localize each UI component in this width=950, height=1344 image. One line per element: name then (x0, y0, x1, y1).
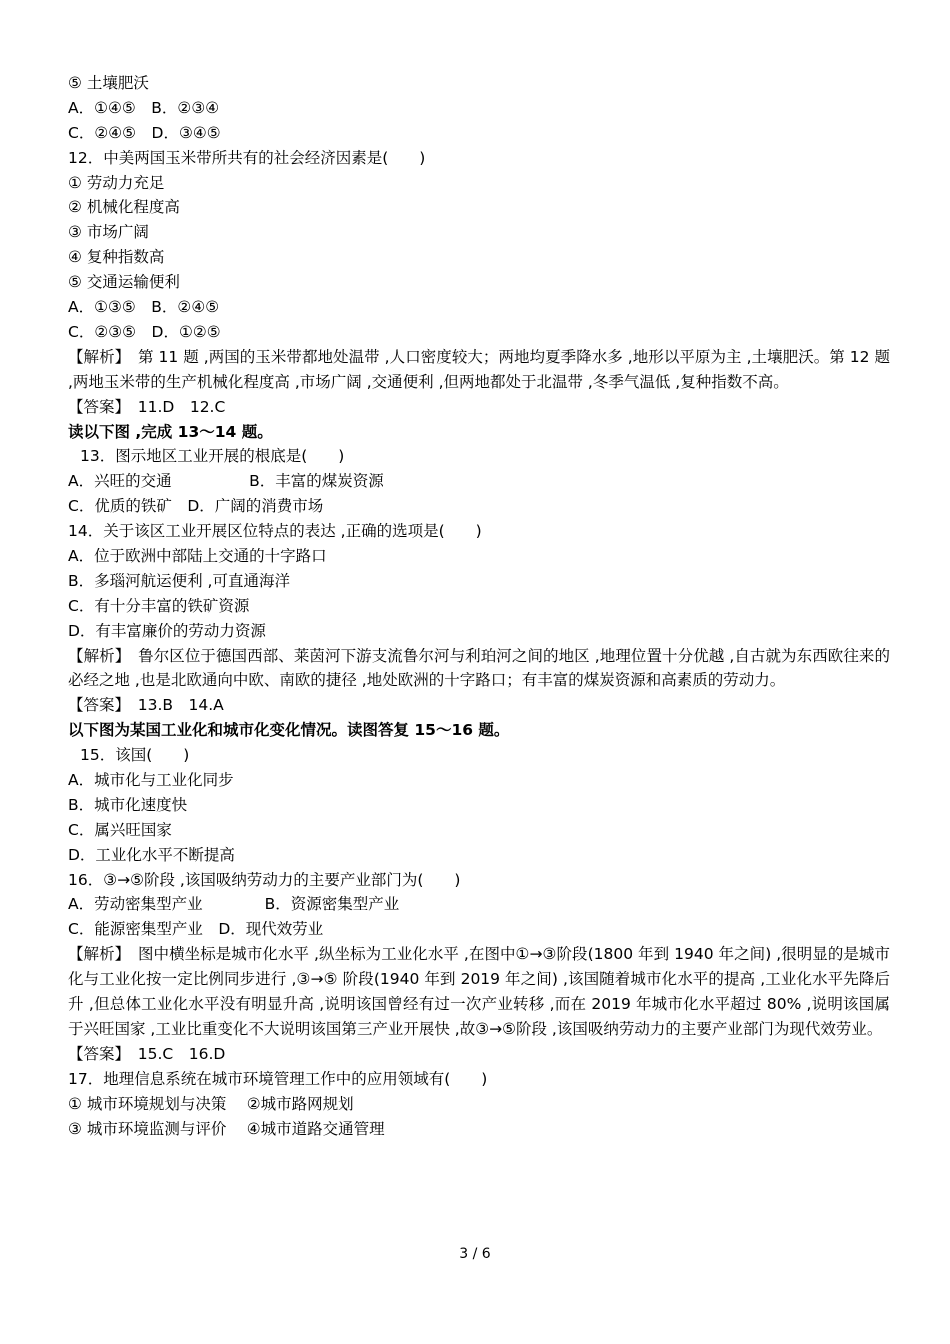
option-line: ① 城市环境规划与决策 ②城市路网规划 (68, 1094, 354, 1113)
answer-option: A．城市化与工业化同步 (68, 771, 234, 789)
answer-options: A．①④⑤ B．②③④ (68, 98, 220, 117)
question-17: 17．地理信息系统在城市环境管理工作中的应用领域有( ) (68, 1069, 488, 1088)
analysis-paragraph: 【解析】 鲁尔区位于德国西部、莱茵河下游支流鲁尔河与利珀河之间的地区 ,地理位置十分优越 ,自古就为东西欧往来的必经之地 ,也是北欧通向中欧、南欧的捷径 ,地处欧洲的十字路口；有丰富的煤炭资源和高素质的劳动力。 (68, 646, 890, 690)
option-line: ⑤ 交通运输便利 (68, 273, 180, 292)
answer-option: C．属兴旺国家 (68, 820, 172, 839)
option-line: ⑤ 土壤肥沃 (68, 74, 149, 92)
page-content (68, 71, 890, 1141)
analysis-paragraph: 【解析】 第 11 题 ,两国的玉米带都地处温带 ,人口密度较大；两地均夏季降水多 ,地形以平原为主 ,土壤肥沃。第 12 题 ,两地玉米带的生产机械化程度高 ,市场广阔 ,交通便利 ,但两地都处于北温带 ,冬季气温低 ,复种指数不高。 (68, 347, 890, 391)
answer-key: 【答案】 13.B 14.A (68, 696, 224, 715)
answer-options: A．兴旺的交通 B．丰富的煤炭资源 (68, 472, 384, 491)
analysis-paragraph: 【解析】 图中横坐标是城市化水平 ,纵坐标为工业化水平 ,在图中①→③阶段(1800 年到 1940 年之间) ,很明显的是城市化与工业化按一定比例同步进行 ,③→⑤ 阶段(1940 年到 2019 年之间) ,该国随着城市化水平的提高 ,工业化水平先降后升 ,但总体工业化水平没有明显升高 ,说明该国曾经有过一次产业转移 ,而在 2019 年城市化水平超过 80% ,说明该国属于兴旺国家 ,工业比重变化不大说明该国第三产业开展快 ,故③→⑤阶段 ,该国吸纳劳动力的主要产业部门为现代效劳业。 (68, 945, 890, 1038)
answer-options: A．①③⑤ B．②④⑤ (68, 298, 220, 317)
question-16: 16．③→⑤阶段 ,该国吸纳劳动力的主要产业部门为( ) (68, 870, 461, 889)
answer-option: B．城市化速度快 (68, 795, 188, 814)
page-number: 3 / 6 (459, 1246, 491, 1262)
answer-option: A．位于欧洲中部陆上交通的十字路口 (68, 546, 327, 565)
section-instruction: 以下图为某国工业化和城市化变化情况。读图答复 15～16 题。 (68, 721, 510, 740)
answer-option: C．有十分丰富的铁矿资源 (68, 596, 250, 615)
question-14: 14．关于该区工业开展区位特点的表达 ,正确的选项是( ) (68, 522, 482, 541)
question-15: 15．该国( ) (80, 746, 190, 765)
answer-option: D．工业化水平不断提高 (68, 845, 235, 864)
answer-options: C．能源密集型产业 D．现代效劳业 (68, 920, 324, 939)
option-line: ④ 复种指数高 (68, 248, 165, 267)
answer-options: A．劳动密集型产业 B．资源密集型产业 (68, 895, 400, 914)
answer-options: C．优质的铁矿 D．广阔的消费市场 (68, 497, 324, 516)
option-line: ② 机械化程度高 (68, 198, 180, 217)
question-12: 12．中美两国玉米带所共有的社会经济因素是( ) (68, 148, 426, 167)
answer-option: B．多瑙河航运便利 ,可直通海洋 (68, 571, 290, 590)
answer-option: D．有丰富廉价的劳动力资源 (68, 621, 266, 640)
answer-key: 【答案】 15.C 16.D (68, 1044, 226, 1063)
question-13: 13．图示地区工业开展的根底是( ) (80, 447, 345, 466)
answer-options: C．②③⑤ D．①②⑤ (68, 322, 221, 341)
section-instruction: 读以下图 ,完成 13～14 题。 (68, 422, 273, 441)
option-line: ③ 城市环境监测与评价 ④城市道路交通管理 (68, 1119, 385, 1138)
option-line: ③ 市场广阔 (68, 223, 149, 242)
option-line: ① 劳动力充足 (68, 173, 165, 192)
answer-key: 【答案】 11.D 12.C (68, 397, 226, 416)
answer-options: C．②④⑤ D．③④⑤ (68, 123, 221, 142)
